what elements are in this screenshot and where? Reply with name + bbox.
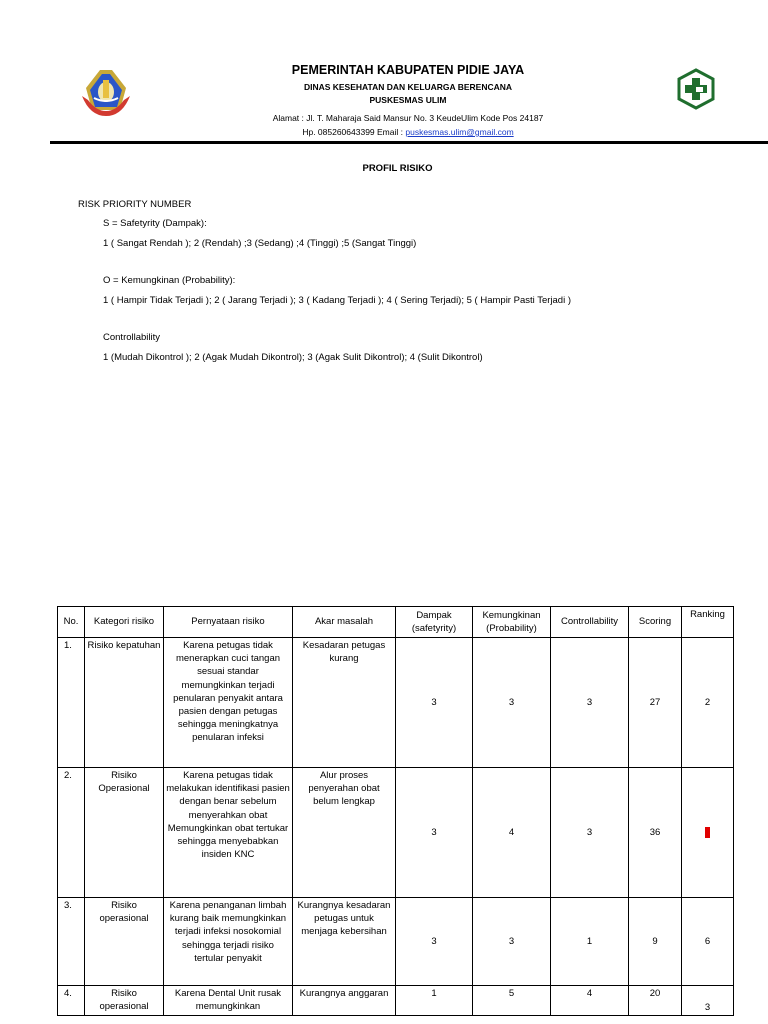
- col-kemungkinan: Kemungkinan (Probability): [473, 607, 551, 638]
- address-line: Alamat : Jl. T. Maharaja Said Mansur No. 3 KeudeUlim Kode Pos 24187: [272, 113, 544, 123]
- document-title: PROFIL RISIKO: [362, 163, 433, 174]
- table-row: [58, 768, 734, 898]
- probability-scale: 1 ( Hampir Tidak Terjadi ); 2 ( Jarang Terjadi ); 3 ( Kadang Terjadi ); 4 ( Sering Terjadi); 5 ( Hampir Pasti Terjadi ): [103, 295, 571, 306]
- probability-label: O = Kemungkinan (Probability):: [103, 275, 236, 286]
- cell-controllability: 4: [551, 986, 629, 1016]
- cell-scoring: 27: [629, 638, 682, 768]
- cell-dampak: 3: [396, 768, 473, 898]
- phone-text: Hp. 085260643399 Email :: [302, 127, 406, 137]
- cell-no: 1.: [58, 638, 85, 768]
- cell-pernyataan: Karena penanganan limbah kurang baik memungkinkan terjadi infeksi nosokomial sehingga terjadi risiko tertular penyakit: [164, 898, 293, 986]
- controllability-label: Controllability: [103, 332, 161, 343]
- cell-ranking: 3: [682, 986, 734, 1016]
- cell-akar: Kurangnya anggaran: [293, 986, 396, 1016]
- controllability-scale: 1 (Mudah Dikontrol ); 2 (Agak Mudah Dikontrol); 3 (Agak Sulit Dikontrol); 4 (Sulit Dikontrol): [103, 352, 483, 363]
- col-scoring: Scoring: [629, 607, 682, 638]
- cell-kategori: Risiko operasional: [85, 898, 164, 986]
- cell-ranking: [682, 768, 734, 898]
- col-pernyataan: Pernyataan risiko: [164, 607, 293, 638]
- col-kategori: Kategori risiko: [85, 607, 164, 638]
- col-no: No.: [58, 607, 85, 638]
- cell-no: 2.: [58, 768, 85, 898]
- institution-title: PEMERINTAH KABUPATEN PIDIE JAYA: [291, 63, 525, 77]
- cell-kemungkinan: 5: [473, 986, 551, 1016]
- cell-no: 4.: [58, 986, 85, 1016]
- cell-pernyataan: Karena petugas tidak menerapkan cuci tangan sesuai standar memungkinkan terjadi penularan penyakit antara pasien dengan petugas sehingga meningkatnya penularan infeksi: [164, 638, 293, 768]
- table-row: [58, 898, 734, 986]
- cell-kemungkinan: 3: [473, 638, 551, 768]
- contact-line: [0, 127, 768, 137]
- pernyataan-line: Memungkinkan obat tertukar sehingga menyebabkan insiden KNC: [167, 822, 289, 861]
- header-divider: [50, 141, 768, 144]
- cell-kemungkinan: 3: [473, 898, 551, 986]
- cell-pernyataan: Karena Dental Unit rusak memungkinkan: [164, 986, 293, 1016]
- col-ranking: Ranking: [682, 607, 734, 638]
- cell-akar: Alur proses penyerahan obat belum lengkap: [293, 768, 396, 898]
- cell-no: 3.: [58, 898, 85, 986]
- cell-ranking: 6: [682, 898, 734, 986]
- ranking-highlight: 1: [705, 826, 711, 838]
- table-row: [58, 638, 734, 768]
- cell-dampak: 3: [396, 638, 473, 768]
- cell-scoring: 20: [629, 986, 682, 1016]
- severity-label: S = Safetyrity (Dampak):: [103, 218, 207, 229]
- risk-profile-table: [57, 606, 734, 1016]
- rpn-heading: RISK PRIORITY NUMBER: [78, 199, 192, 210]
- cell-akar: Kesadaran petugas kurang: [293, 638, 396, 768]
- severity-scale: 1 ( Sangat Rendah ); 2 (Rendah) ;3 (Sedang) ;4 (Tinggi) ;5 (Sangat Tinggi): [103, 238, 417, 249]
- col-controllability: Controllability: [551, 607, 629, 638]
- cell-kategori: Risiko Operasional: [85, 768, 164, 898]
- cell-akar: Kurangnya kesadaran petugas untuk menjaga kebersihan: [293, 898, 396, 986]
- col-akar: Akar masalah: [293, 607, 396, 638]
- cell-kemungkinan: 4: [473, 768, 551, 898]
- cell-kategori: Risiko operasional: [85, 986, 164, 1016]
- cell-pernyataan: [164, 768, 293, 898]
- cell-kategori: Risiko kepatuhan: [85, 638, 164, 768]
- department-name: DINAS KESEHATAN DAN KELUARGA BERENCANA: [303, 82, 513, 92]
- cell-dampak: 3: [396, 898, 473, 986]
- pernyataan-line: Karena petugas tidak melakukan identifikasi pasien dengan benar sebelum menyerahkan obat: [166, 770, 290, 821]
- cell-controllability: 1: [551, 898, 629, 986]
- puskesmas-name: PUSKESMAS ULIM: [369, 95, 447, 105]
- cell-controllability: 3: [551, 638, 629, 768]
- table-row: [58, 986, 734, 1016]
- email-link[interactable]: puskesmas.ulim@gmail.com: [405, 127, 514, 137]
- table-header-row: [58, 607, 734, 638]
- col-dampak: Dampak (safetyrity): [396, 607, 473, 638]
- cell-scoring: 9: [629, 898, 682, 986]
- cell-controllability: 3: [551, 768, 629, 898]
- cell-ranking: 2: [682, 638, 734, 768]
- cell-dampak: 1: [396, 986, 473, 1016]
- cell-scoring: 36: [629, 768, 682, 898]
